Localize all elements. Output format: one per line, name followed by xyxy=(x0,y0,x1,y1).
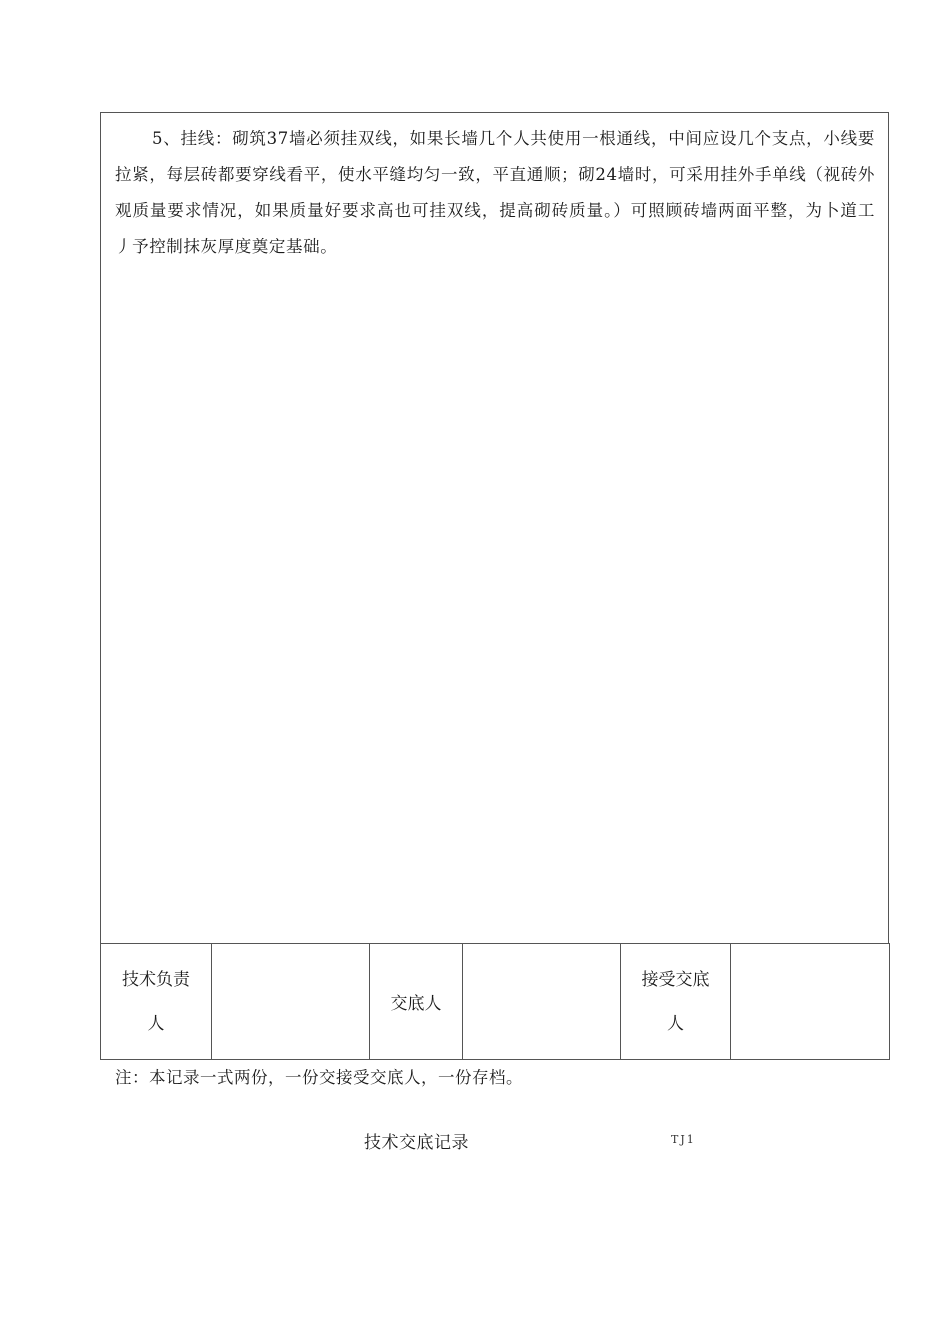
content-box xyxy=(100,112,889,944)
tech-lead-label-line2: 人 xyxy=(147,1013,165,1034)
receiver-label-line1: 接受交底 xyxy=(641,969,710,990)
tech-lead-label-line1: 技术负责 xyxy=(122,969,190,990)
receiver-signature-cell[interactable] xyxy=(731,944,890,1060)
discloser-label: 交底人 xyxy=(370,944,463,1060)
footer-code: TJ1 xyxy=(671,1133,696,1146)
discloser-signature-cell[interactable] xyxy=(463,944,621,1060)
receiver-label-line2: 人 xyxy=(667,1013,684,1034)
footer-title: 技术交底记录 xyxy=(364,1133,469,1153)
tech-lead-label xyxy=(101,944,212,1060)
record-note: 注：本记录一式两份，一份交接受交底人，一份存档。 xyxy=(115,1068,523,1087)
tech-lead-signature-cell[interactable] xyxy=(212,944,370,1060)
body-paragraph: 5、挂线：砌筑37墙必须挂双线，如果长墙几个人共使用一根通线，中间应设几个支点，小线要拉紧，每层砖都要穿线看平，使水平缝均匀一致，平直通顺；砌24墙时，可采用挂外手单线（视砖外观质量要求情况，如果质量好要求高也可挂双线，提高砌砖质量。）可照顾砖墙两面平整，为卜道工丿予控制抹灰厚度奠定基础。 xyxy=(115,129,875,256)
signature-table xyxy=(100,943,890,1060)
receiver-label xyxy=(621,944,731,1060)
